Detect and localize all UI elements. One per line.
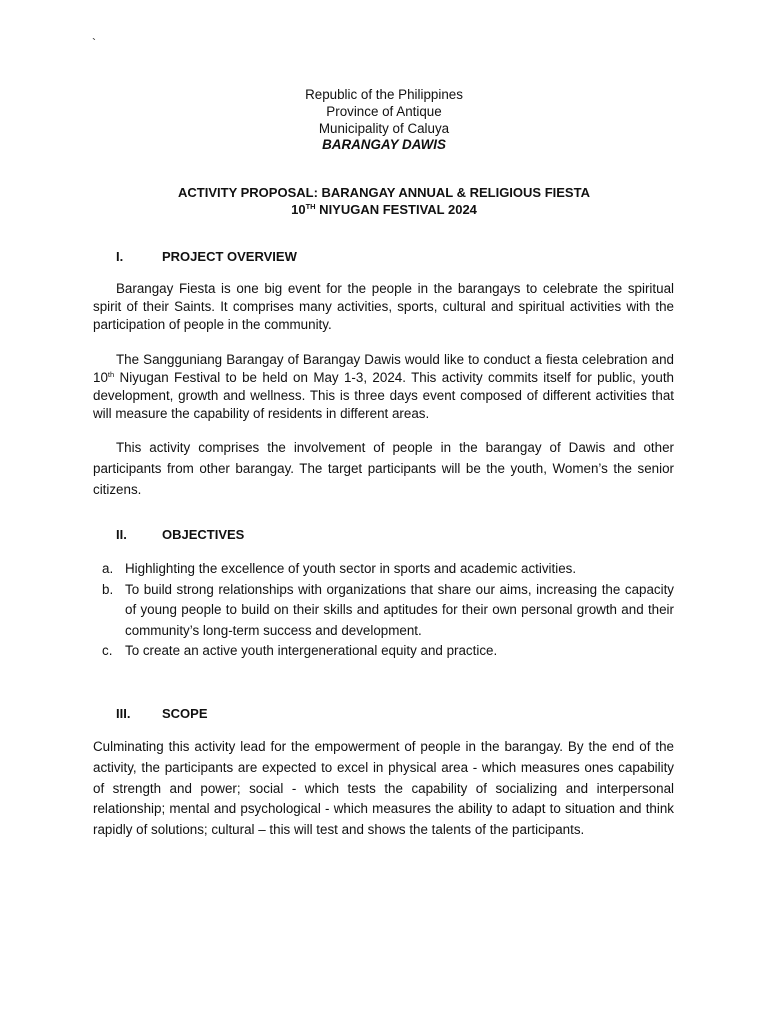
section-title: OBJECTIVES: [162, 527, 245, 542]
title-line-2-suffix: NIYUGAN FESTIVAL 2024: [315, 201, 477, 217]
list-item: [93, 580, 674, 642]
header-province: Province of Antique: [326, 103, 442, 119]
overview-paragraph-2: [93, 351, 674, 423]
corner-mark: `: [92, 36, 96, 50]
list-item-text: To create an active youth intergenerational equity and practice.: [125, 643, 498, 658]
list-item: [93, 559, 674, 580]
header-municipality: Municipality of Caluya: [318, 120, 450, 136]
overview-paragraph-1: Barangay Fiesta is one big event for the people in the barangays to celebrate the spiritual spirit of their Saints. It comprises many activities, sports, cultural and spiritual activities with the participation of people in the community.: [93, 281, 674, 332]
objectives-list: [93, 559, 674, 662]
scope-paragraph: Culminating this activity lead for the empowerment of people in the barangay. By the end of the activity, the participants are expected to excel in physical area - which measures ones capability of strength and power; social - which tests the capability of socializing and interpersonal relationship; mental and psychological - which measures the ability to adapt to situation and think rapidly of solutions; cultural – this will test and shows the talents of the participants.: [93, 739, 674, 838]
section-heading-overview: [116, 249, 297, 264]
list-marker: c.: [102, 643, 113, 658]
overview-paragraph-3: This activity comprises the involvement of people in the barangay of Dawis and other participants from other barangay. The target participants will be the youth, Women’s the senior citizens.: [93, 440, 674, 497]
section-heading-objectives: [116, 527, 244, 542]
section-number: I.: [116, 249, 124, 264]
overview-paragraph-2-end: Niyugan Festival to be held on May 1-3, 2024. This activity commits itself for public, youth development, growth and wellness. This is three days event composed of different activities that will measure the capability of residents in different areas.: [93, 370, 674, 421]
header-barangay: BARANGAY DAWIS: [322, 137, 446, 153]
list-marker: b.: [102, 581, 114, 597]
list-item: [93, 641, 674, 662]
title-line-2-prefix: 10: [291, 201, 306, 217]
section-number: II.: [116, 527, 127, 542]
header-republic: Republic of the Philippines: [305, 87, 463, 102]
overview-paragraph-2-start: The Sangguniang Barangay of Barangay Dawis would like to conduct a fiesta celebration and 10: [93, 352, 674, 385]
section-heading-scope: [116, 706, 208, 721]
list-marker: a.: [102, 561, 114, 576]
title-line-2-superscript: TH: [305, 201, 316, 211]
title-line-2: [0, 202, 768, 219]
section-title: PROJECT OVERVIEW: [162, 249, 297, 264]
list-item-text: Highlighting the excellence of youth sector in sports and academic activities.: [125, 561, 577, 576]
overview-paragraph-2-superscript: th: [107, 370, 115, 379]
letterhead: [0, 87, 768, 154]
section-title: SCOPE: [162, 706, 208, 721]
proposal-title: [0, 185, 768, 218]
title-line-1: ACTIVITY PROPOSAL: BARANGAY ANNUAL & RELIGIOUS FIESTA: [178, 185, 590, 200]
list-item-text: To build strong relationships with organizations that share our aims, increasing the capacity of young people to build on their skills and aptitudes for their own personal growth and their community’s long-term success and development.: [125, 581, 674, 638]
section-number: III.: [116, 706, 131, 721]
